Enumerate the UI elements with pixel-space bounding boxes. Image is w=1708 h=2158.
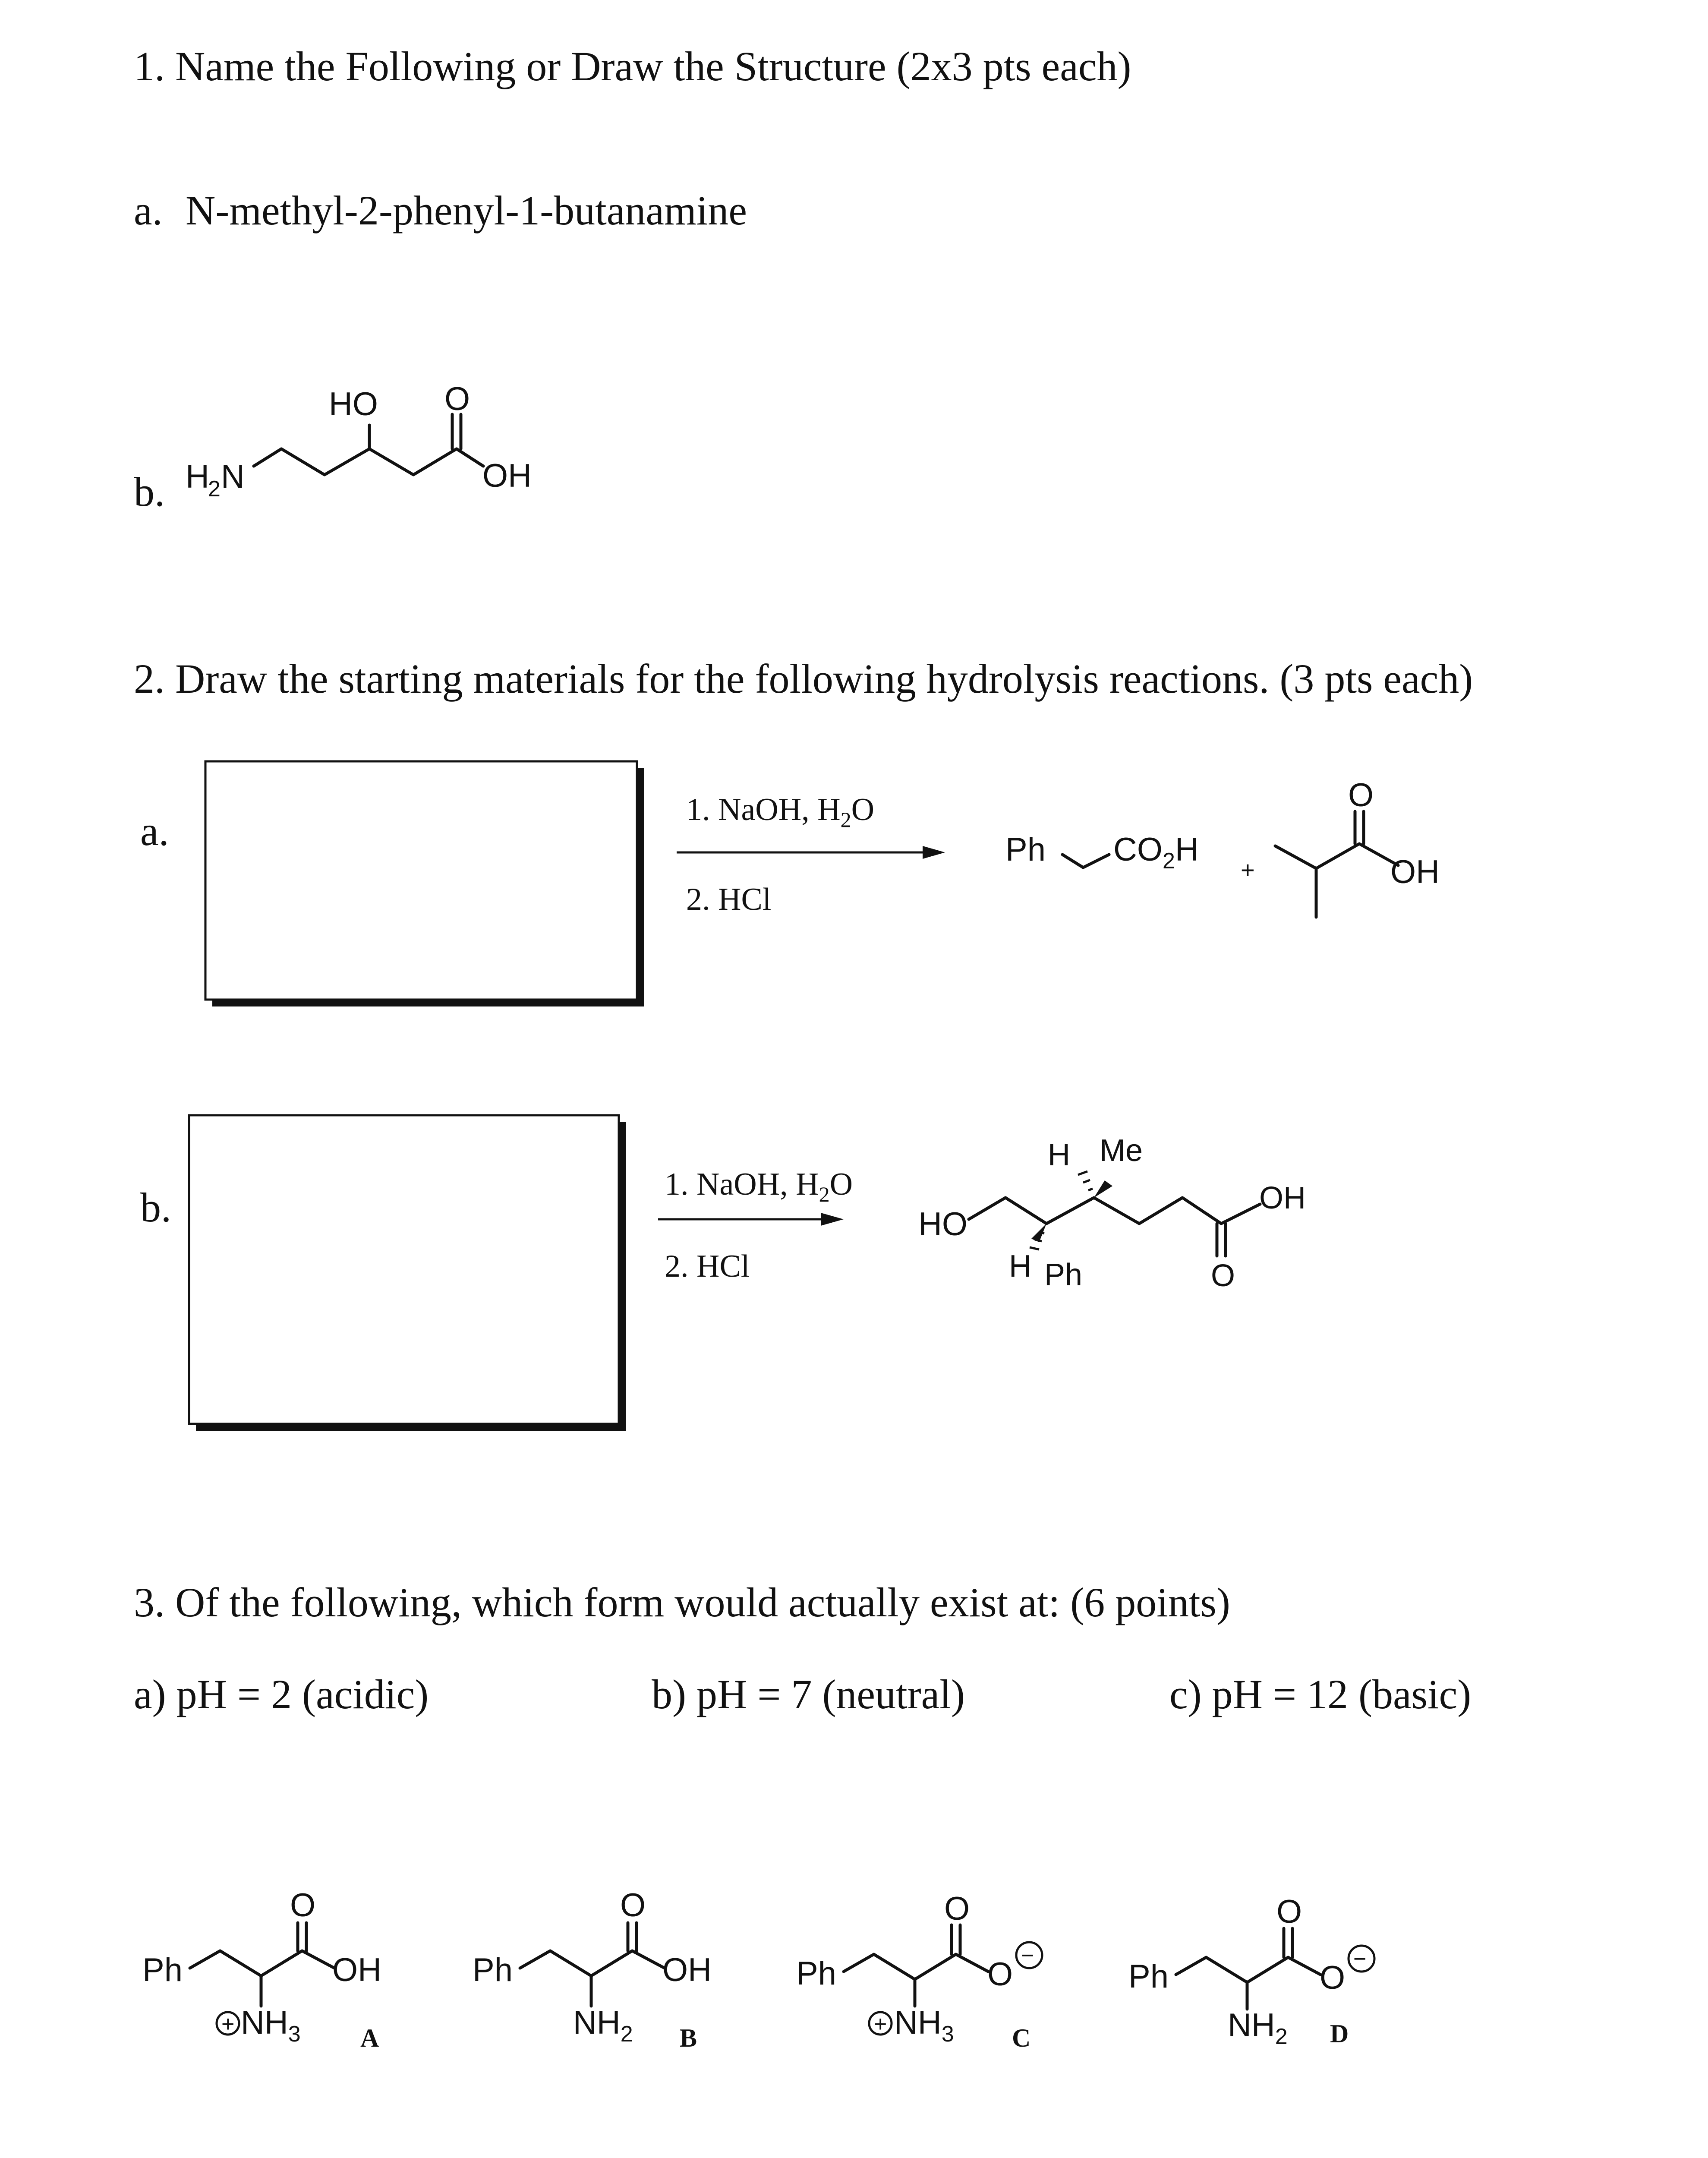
- q2b-acid-oh: OH: [1259, 1181, 1306, 1215]
- q2a-reagent-1: 1. NaOH, $H_2O$: [686, 792, 875, 832]
- q3c-anion-sign: −: [1021, 1943, 1034, 1968]
- q3a-ammonium: $NH_3$: [241, 2004, 301, 2047]
- q2b-answer-box[interactable]: [189, 1115, 619, 1424]
- q2a-ch2-bond: [1062, 855, 1109, 868]
- q2a-isobutyric-chain: [1275, 844, 1398, 868]
- q2a-reagent-2: 2. HCl: [686, 882, 772, 917]
- q2-heading: 2. Draw the starting materials for the following hydrolysis reactions. (3 pts each): [134, 656, 1473, 702]
- q3a-letter: A: [360, 2024, 379, 2052]
- q1b-hydroxyl: HO: [329, 386, 378, 423]
- q3d-anion-sign: −: [1353, 1947, 1367, 1972]
- q3d-carbonyl-o: O: [1276, 1893, 1302, 1930]
- q2b-hydrogen-bottom: H: [1009, 1249, 1031, 1284]
- q2b-chain: [969, 1198, 1260, 1224]
- q3-ph-acidic: a) pH = 2 (acidic): [134, 1671, 429, 1717]
- q1b-chain: [254, 449, 483, 475]
- q2a-carbonyl-o: O: [1348, 777, 1374, 814]
- q3c-carboxylate-o: O: [987, 1956, 1013, 1993]
- q2b-hash-upper: [1078, 1171, 1093, 1190]
- q3a-phenyl: Ph: [142, 1952, 183, 1988]
- q3-structure-a: [142, 1887, 381, 2052]
- q3c-phenyl: Ph: [796, 1955, 836, 1992]
- q2a-carboxylic-acid: $CO_2H$: [1113, 831, 1199, 874]
- q2b-wedge-upper: [1094, 1180, 1112, 1198]
- q3c-ammonium: $NH_3$: [894, 2004, 954, 2047]
- q3b-acid-oh: OH: [662, 1952, 712, 1988]
- q3c-carbonyl-o: O: [944, 1890, 970, 1927]
- q2b-reagent-1: 1. NaOH, $H_2O$: [665, 1167, 853, 1206]
- q2b-hydroxyl: HO: [918, 1206, 967, 1243]
- q2a-product-structures: [1005, 777, 1440, 917]
- q1a-compound-name: N-methyl-2-phenyl-1-butanamine: [186, 187, 747, 233]
- q1b-marker: b.: [134, 469, 165, 515]
- q1a-marker: a.: [134, 187, 163, 233]
- q2a-phenyl: Ph: [1005, 831, 1046, 868]
- q3-ph-basic: c) pH = 12 (basic): [1169, 1671, 1472, 1717]
- q2a-arrowhead: [923, 846, 945, 859]
- q3-heading: 3. Of the following, which form would actually exist at: (6 points): [134, 1579, 1230, 1625]
- q2b-marker: b.: [140, 1184, 171, 1230]
- q1-heading: 1. Name the Following or Draw the Structure (2x3 pts each): [134, 43, 1131, 89]
- q3d-chain: [1176, 1957, 1320, 1982]
- q3c-charge-sign: +: [874, 2012, 887, 2037]
- q2b-methyl: Me: [1100, 1133, 1143, 1168]
- q1b-carbonyl-o: O: [444, 381, 470, 417]
- q1b-acid-oh: OH: [482, 457, 532, 494]
- q3a-charge-sign: +: [221, 2012, 235, 2037]
- q3b-letter: B: [680, 2024, 697, 2052]
- q3d-letter: D: [1330, 2019, 1349, 2048]
- q3a-carbonyl-o: O: [290, 1887, 316, 1924]
- q3a-acid-oh: OH: [332, 1952, 381, 1988]
- q3b-amine: $NH_2$: [573, 2004, 633, 2047]
- q2a-acid-oh: OH: [1390, 854, 1440, 890]
- q2b-carbonyl-o: O: [1211, 1259, 1235, 1293]
- q3d-amine: $NH_2$: [1228, 2007, 1288, 2049]
- q3d-carboxylate-o: O: [1320, 1959, 1346, 1996]
- q3-structure-d: [1128, 1893, 1374, 2049]
- q3d-phenyl: Ph: [1128, 1958, 1169, 1995]
- q2b-hydrogen-top: H: [1048, 1138, 1070, 1172]
- q3b-chain: [520, 1951, 665, 1976]
- q2b-phenyl: Ph: [1044, 1258, 1083, 1292]
- q3-ph-neutral: b) pH = 7 (neutral): [652, 1671, 965, 1717]
- q3c-letter: C: [1012, 2024, 1031, 2052]
- q2b-reagent-2: 2. HCl: [665, 1249, 750, 1284]
- q2a-plus: +: [1241, 856, 1255, 883]
- q3c-chain: [844, 1954, 988, 1979]
- q3b-phenyl: Ph: [473, 1952, 513, 1988]
- q2a-marker: a.: [140, 808, 169, 854]
- q3-structure-b: [473, 1887, 712, 2052]
- q2b-product-structure: [918, 1133, 1306, 1293]
- q2b-arrowhead: [821, 1213, 844, 1226]
- q1b-amine-h: H: [186, 458, 209, 495]
- q2a-answer-box[interactable]: [205, 761, 637, 1000]
- q3b-carbonyl-o: O: [620, 1887, 646, 1924]
- q3-structure-c: [796, 1890, 1042, 2052]
- q1b-structure: [134, 381, 532, 515]
- q1b-amine-n: N: [221, 458, 245, 495]
- q3a-chain: [190, 1951, 334, 1976]
- q1b-amine-sub: 2: [208, 476, 221, 502]
